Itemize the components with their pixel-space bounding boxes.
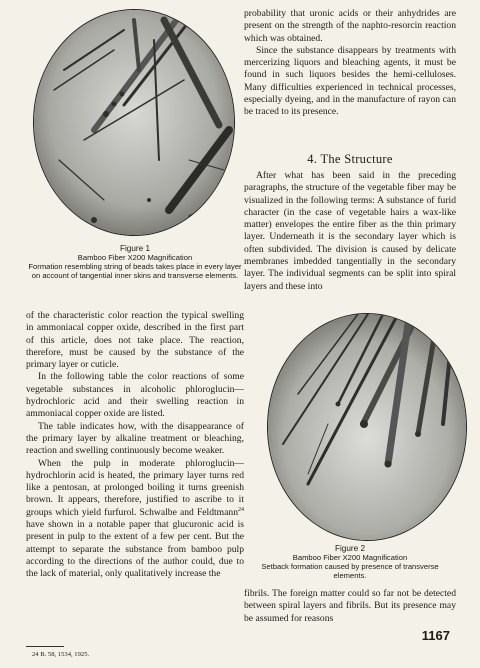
figure-1-caption <box>26 244 244 280</box>
figure-1-label: Figure 1 <box>119 244 151 253</box>
left-column <box>26 310 244 581</box>
figure-2-micrograph <box>268 314 466 540</box>
footnote-reference: 24 <box>238 506 244 513</box>
paragraph: probability that uronic acids or their anhydrides are present on the strength of the naphto-resorcin reaction which was obtained. <box>244 8 456 44</box>
figure-2-caption <box>244 544 456 580</box>
right-column-bottom <box>244 588 456 625</box>
footnote: 24 B. 58, 1534, 1925. <box>32 651 90 658</box>
figure-2-description: Setback formation caused by presence of transverse elements. <box>261 562 439 580</box>
footnote-divider <box>26 646 64 647</box>
paragraph: fibrils. The foreign matter could so far not be detected between spiral layers and fibrils. But its presence may be assumed for reasons <box>244 588 456 624</box>
figure-2-title: Bamboo Fiber X200 Magnification <box>292 553 408 562</box>
right-column-top <box>244 8 456 119</box>
paragraph: After what has been said in the preceding paragraphs, the structure of the vegetable fiber may be visualized in the following terms: A substance of furid character (in the case of vegetable hairs a wax-like matter) envelopes the entire fiber as the thin primary layer. Underneath it is the secondary layer which is often subdivided. The division is caused by delicate membranes imbedded tangentially in the secondary layer. The individual segments can be split into spiral layers and these into <box>244 170 456 292</box>
figure-1-description: Formation resembling string of beads takes place in every layer on account of tangential inner skins and transverse elements. <box>28 262 242 280</box>
section-heading: 4. The Structure <box>307 152 393 166</box>
paragraph-text: have shown in a notable paper that glucuronic acid is present in pulp to the extent of a few per cent. But the attempt to separate the substance from bamboo pulp according to the directions of the author could, due to the lack of material, only qualitatively increase the <box>26 519 244 580</box>
right-column-middle <box>244 170 456 293</box>
paragraph <box>26 458 244 581</box>
paragraph-text: When the pulp in moderate phloroglucin—hydrochlorin acid is heated, the primary layer turns red like a pentosan, at prolonged boiling it turns greenish brown. It appears, therefore, justified to ascribe to it groups which yield furfurol. Schwalbe and Feldtmann <box>26 457 244 518</box>
figure-2-label: Figure 2 <box>334 544 366 553</box>
figure-1-micrograph <box>34 10 234 235</box>
paragraph: The table indicates how, with the disappearance of the primary layer by alkaline treatment or bleaching, reaction and swelling continuously become weaker. <box>26 420 244 457</box>
figure-1-title: Bamboo Fiber X200 Magnification <box>77 253 193 262</box>
paragraph: Since the substance disappears by treatments with mercerizing liquors and bleaching agents, it must be found in such liquors besides the hemi-celluloses. Many difficulties experienced in technical processes, especially dyeing, and in the manufacture of rayon can be traced to its presence. <box>244 44 456 118</box>
paragraph: In the following table the color reactions of some vegetable substances in alcoholic phloroglucin—hydrochloric acid and their swelling reaction in ammoniacal copper oxide are listed. <box>26 371 244 420</box>
paragraph: of the characteristic color reaction the typical swelling in ammoniacal copper oxide, described in the first part of this article, does not take place. The reaction, therefore, must be caused by the substance of the primary layer or cuticle. <box>26 310 244 371</box>
page-number: 1167 <box>421 628 450 643</box>
